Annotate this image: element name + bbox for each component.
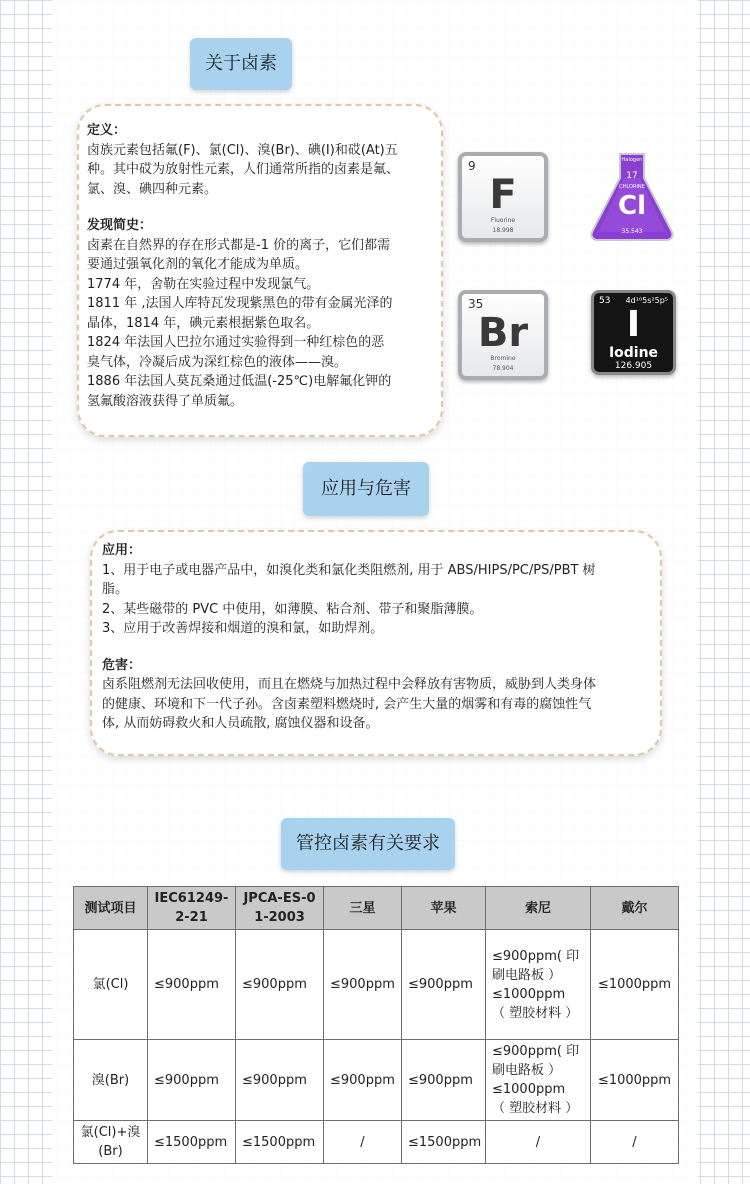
app-line: 2、某些磁带的 PVC 中使用，如薄膜、粘合剂、带子和聚脂薄膜。	[102, 601, 483, 617]
chlorine-number: 17	[626, 171, 638, 181]
section-title-control: 管控卤素有关要求	[281, 818, 455, 870]
cell-line: (Br)	[98, 1144, 123, 1159]
element-symbol: F	[489, 172, 517, 218]
iodine-tile	[591, 290, 676, 375]
harm-line: 卤系阻燃剂无法回收使用，而且在燃烧与加热过程中会释放有害物质，威胁到人类身体	[102, 677, 597, 692]
header-line: 2-21	[175, 910, 208, 925]
history-line: 晶体，1814 年，碘元素根据紫色取名。	[87, 315, 320, 331]
history-line: 要通过强氧化剂的氧化才能成为单质。	[87, 257, 309, 272]
column-header: 苹果	[402, 887, 486, 930]
cell-item: 氯(Cl)	[74, 930, 148, 1040]
history-line: 1774 年，舍勒在实验过程中发现氯气。	[87, 276, 320, 292]
history-heading: 发现简史：	[87, 218, 153, 233]
cell-line: 刷电路板 ）	[492, 967, 562, 983]
definition-line: 种。其中砹为放射性元素，人们通常所指的卤素是氟、	[87, 162, 400, 177]
table-row	[74, 1121, 679, 1164]
cell-line: ≤900ppm( 印	[492, 948, 580, 964]
chlorine-symbol: Cl	[618, 191, 646, 221]
fluorine-tile	[458, 152, 548, 242]
history-line: 1811 年 ,法国人库特瓦发现紫黑色的带有金属光泽的	[87, 296, 393, 311]
cell-iec: ≤900ppm	[148, 930, 236, 1040]
cell-dell: ≤1000ppm	[591, 930, 679, 1040]
section-title-about: 关于卤素	[190, 38, 292, 90]
cell-samsung: ≤900ppm	[324, 930, 402, 1040]
header-line: JPCA-ES-0	[243, 891, 316, 906]
atomic-number: 53	[599, 296, 611, 306]
app-line: 脂。	[102, 582, 129, 597]
electron-config: 4d¹⁰5s²5p⁵	[625, 296, 668, 305]
cell-line: ≤900ppm( 印	[492, 1044, 580, 1059]
column-header: 戴尔	[591, 887, 679, 930]
history-line: 臭气体，冷凝后成为深红棕色的液体——溴。	[87, 354, 348, 370]
cell-line: （ 塑胶材料 ）	[492, 1005, 579, 1021]
table-header-row	[74, 887, 679, 930]
cell-samsung: ≤900ppm	[324, 1040, 402, 1121]
cell-line: 刷电路板 ）	[492, 1063, 562, 1078]
cell-apple: ≤900ppm	[402, 930, 486, 1040]
harm-line: 的健康、环境和下一代子孙。含卤素塑料燃烧时, 会产生大量的烟雾和有毒的腐蚀性气	[102, 696, 592, 712]
atomic-number: 9	[468, 159, 476, 173]
definition-line: 氯、溴、碘四种元素。	[87, 181, 218, 197]
cell-sony	[486, 930, 591, 1040]
header-line: IEC61249-	[154, 891, 229, 906]
element-symbol: Br	[477, 310, 529, 356]
harm-line: 体, 从而妨碍救火和人员疏散, 腐蚀仪器和设备。	[102, 716, 379, 731]
chlorine-label: Halogen	[621, 157, 643, 163]
cell-iec: ≤900ppm	[148, 1040, 236, 1121]
atomic-number: 35	[468, 297, 484, 311]
column-header	[148, 887, 236, 930]
column-header	[236, 887, 324, 930]
cell-line: ≤1000ppm	[492, 1082, 566, 1097]
apps-box	[90, 530, 662, 756]
cell-iec: ≤1500ppm	[148, 1121, 236, 1164]
cell-jpca: ≤900ppm	[236, 930, 324, 1040]
definition-heading: 定义：	[87, 123, 127, 138]
element-symbol: I	[626, 304, 641, 345]
element-name: Fluorine	[490, 217, 516, 224]
atomic-weight: 78.904	[492, 365, 514, 372]
section-title-apps: 应用与危害	[303, 462, 429, 516]
history-line: 卤素在自然界的存在形式都是-1 价的离子，它们都需	[87, 237, 391, 253]
cell-line: （ 塑胶材料 ）	[492, 1101, 579, 1116]
cell-sony	[486, 1040, 591, 1121]
chlorine-small-name: CHLORINE	[619, 184, 645, 190]
cell-line: ≤1000ppm	[492, 986, 566, 1002]
table-row	[74, 1040, 679, 1121]
about-box	[77, 104, 443, 437]
element-name: Iodine	[608, 345, 659, 361]
cell-item	[74, 1121, 148, 1164]
history-line: 1886 年法国人莫瓦桑通过低温(-25℃)电解氟化钾的	[87, 374, 392, 389]
definition-line: 卤族元素包括氟(F)、氯(Cl)、溴(Br)、碘(I)和砹(At)五	[87, 142, 398, 158]
cell-sony: /	[486, 1121, 591, 1164]
atomic-weight: 18.998	[492, 227, 514, 234]
chlorine-weight: 35.543	[621, 228, 643, 235]
halogen-requirements-table	[73, 886, 679, 1164]
column-header: 三星	[324, 887, 402, 930]
history-line: 1824 年法国人巴拉尔通过实验得到一种红棕色的恶	[87, 335, 385, 350]
cell-apple: ≤900ppm	[402, 1040, 486, 1121]
cell-jpca: ≤1500ppm	[236, 1121, 324, 1164]
app-heading: 应用：	[102, 543, 142, 558]
element-name: Bromine	[490, 355, 516, 362]
app-line: 1、用于电子或电器产品中，如溴化类和氯化类阻燃剂, 用于 ABS/HIPS/PC/PS/PBT 树	[102, 562, 596, 578]
bromine-tile	[458, 290, 548, 380]
harm-heading: 危害：	[102, 657, 142, 673]
cell-dell: ≤1000ppm	[591, 1040, 679, 1121]
history-line: 氢氟酸溶液获得了单质氟。	[87, 393, 244, 409]
cell-line: 氯(Cl)+溴	[80, 1125, 141, 1140]
atomic-weight: 126.905	[614, 361, 653, 371]
cell-samsung: /	[324, 1121, 402, 1164]
app-line: 3、应用于改善焊接和烟道的溴和氯，如助焊剂。	[102, 621, 384, 636]
header-line: 1-2003	[254, 910, 305, 925]
cell-apple: ≤1500ppm	[402, 1121, 486, 1164]
column-header: 索尼	[486, 887, 591, 930]
cell-jpca: ≤900ppm	[236, 1040, 324, 1121]
cell-item: 溴(Br)	[74, 1040, 148, 1121]
cell-dell: /	[591, 1121, 679, 1164]
column-header: 测试项目	[74, 887, 148, 930]
table-row	[74, 930, 679, 1040]
